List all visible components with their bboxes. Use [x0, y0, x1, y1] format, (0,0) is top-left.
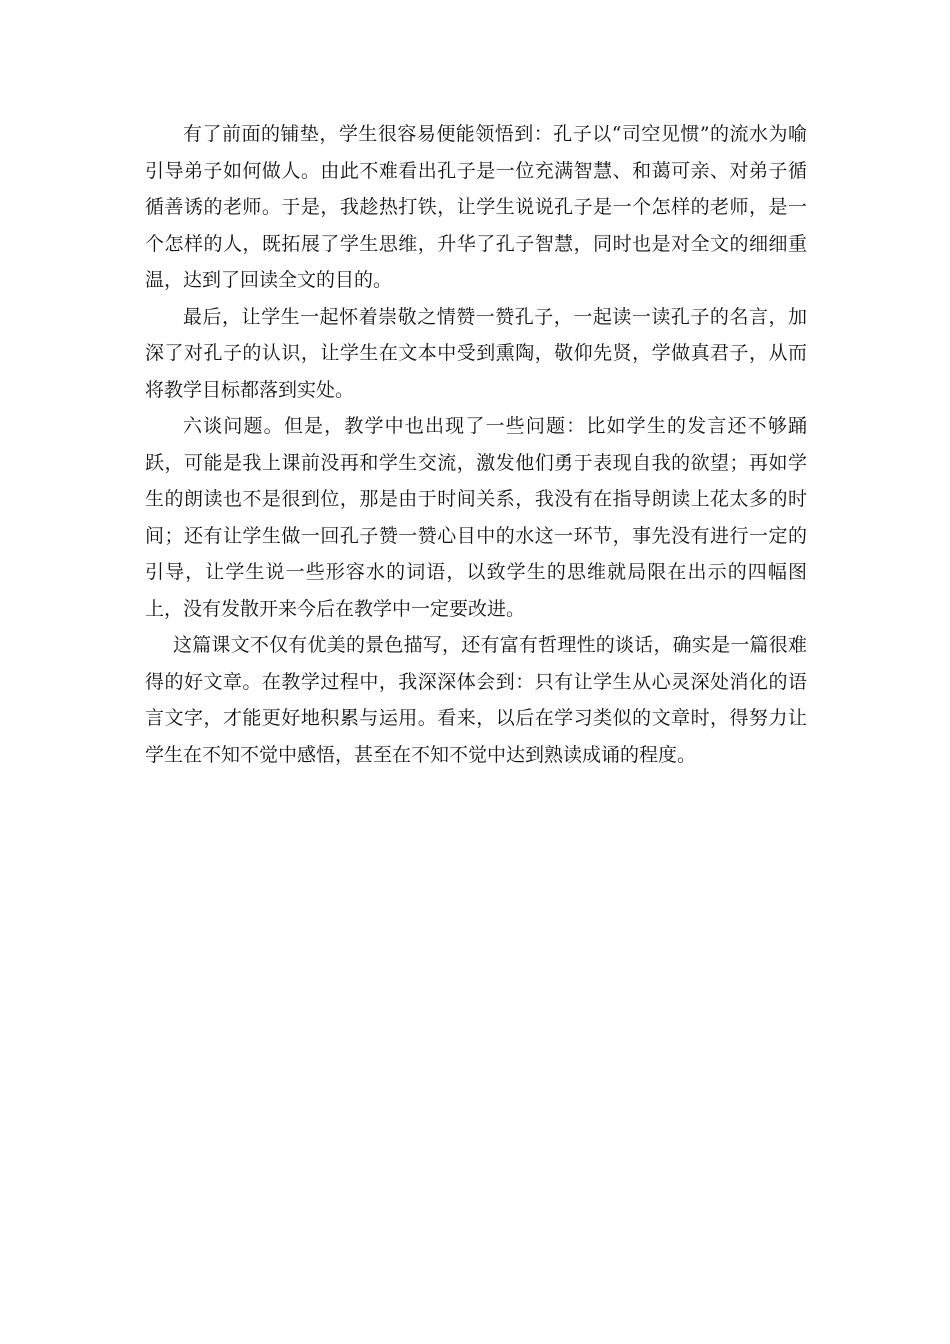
paragraph-4: 这篇课文不仅有优美的景色描写，还有富有哲理性的谈话，确实是一篇很难得的好文章。在教学过程中，我深深体会到：只有让学生从心灵深处消化的语言文字，才能更好地积累与运用。看来，以后在学习类似的文章时，得努力让学生在不知不觉中感悟，甚至在不知不觉中达到熟读成诵的程度。: [145, 634, 807, 766]
paragraph-2: 最后，让学生一起怀着崇敬之情赞一赞孔子，一起读一读孔子的名言，加深了对孔子的认识，让学生在文本中受到熏陶，敬仰先贤，学做真君子，从而将教学目标都落到实处。: [145, 305, 807, 401]
paragraph-3: 六谈问题。但是，教学中也出现了一些问题：比如学生的发言还不够踊跃，可能是我上课前没再和学生交流，激发他们勇于表现自我的欲望；再如学生的朗读也不是很到位，那是由于时间关系，我没有在指导朗读上花太多的时间；还有让学生做一回孔子赞一赞心目中的水这一环节，事先没有进行一定的引导，让学生说一些形容水的词语，以致学生的思维就局限在出示的四幅图上，没有发散开来今后在教学中一定要改进。: [145, 415, 807, 620]
document-body: [145, 116, 807, 773]
paragraph-1: 有了前面的铺垫，学生很容易便能领悟到：孔子以“司空见惯”的流水为喻引导弟子如何做人。由此不难看出孔子是一位充满智慧、和蔼可亲、对弟子循循善诱的老师。于是，我趁热打铁，让学生说说孔子是一个怎样的老师，是一个怎样的人，既拓展了学生思维，升华了孔子智慧，同时也是对全文的细细重温，达到了回读全文的目的。: [145, 123, 807, 291]
